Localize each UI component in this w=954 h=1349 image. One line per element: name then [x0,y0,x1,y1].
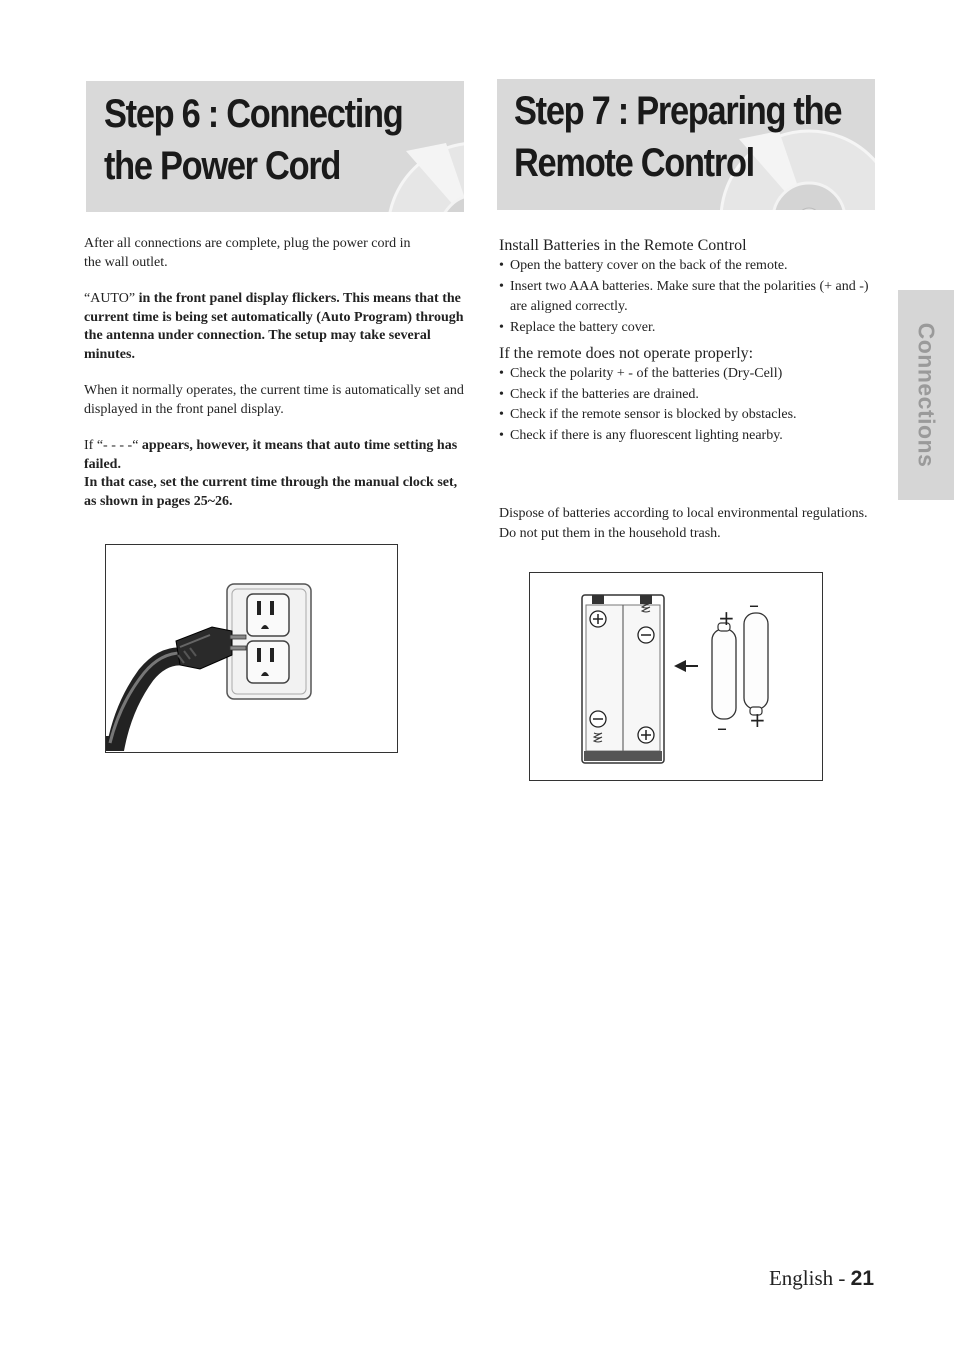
list-item: • Check if the batteries are drained. [499,385,874,406]
step6-title-line2: the Power Cord [104,144,341,188]
auto-text: in the front panel display flickers. This means that the current time is being set automatically (Auto Program) through the antenna under connection. The setup may take several minutes. [84,291,464,362]
page-footer [769,1266,874,1291]
failed-text: appears, however, it means that auto time setting has failed. [84,438,458,472]
auto-quote: “AUTO” [84,291,136,306]
list-item: • Replace the battery cover. [499,318,874,339]
battery2-plus: + [749,708,766,732]
battery-illustration [529,572,823,781]
dash-quote: “- - - -“ [96,438,139,453]
list-item: • Check if there is any fluorescent lighting nearby. [499,426,874,447]
step6-title-box [86,81,464,212]
footer-language: English - [768,1266,851,1290]
step7-title-line1: Step 7 : Preparing the [514,89,842,133]
step6-para-auto [84,290,464,364]
install-bullet-list [499,256,874,338]
list-item: • Check if the remote sensor is blocked by obstacles. [499,405,874,426]
battery2-minus: – [749,593,759,617]
section-tab-connections [898,290,954,500]
trouble-heading: If the remote does not operate properly: [499,345,754,362]
battery1-minus: – [717,716,727,740]
battery1-plus: + [718,606,735,630]
step7-text [499,236,874,544]
power-plug-icon [106,545,396,751]
step6-para-normal: When it normally operates, the current time is automatically set and displayed in the front panel display. [84,383,464,417]
list-item: • Open the battery cover on the back of the remote. [499,256,874,277]
step6-title [104,88,429,192]
step6-para-connect: After all connections are complete, plug the power cord in the wall outlet. [84,236,411,270]
install-heading: Install Batteries in the Remote Control [499,237,747,254]
step6-title-line1: Step 6 : Connecting [104,92,403,136]
dispose-note: Dispose of batteries according to local environmental regulations. Do not put them in the household trash. [499,506,868,541]
trouble-bullet-list [499,364,874,446]
page-number: 21 [850,1267,874,1290]
if-text: If [84,438,97,453]
list-item: • Insert two AAA batteries. Make sure that the polarities (+ and -) are aligned correctly. [499,277,874,318]
step6-para-failed [84,437,464,474]
step6-text [84,235,464,511]
battery-compartment-icon [530,573,821,779]
step7-title [514,85,842,189]
step7-title-box [497,79,875,210]
step7-title-line2: Remote Control [514,141,754,185]
power-cord-illustration [105,544,398,753]
list-item: • Check the polarity + - of the batteries (Dry-Cell) [499,364,874,385]
step6-para-manual: In that case, set the current time through the manual clock set, as shown in pages 25~26. [84,475,458,509]
section-tab-label: Connections [913,322,940,468]
